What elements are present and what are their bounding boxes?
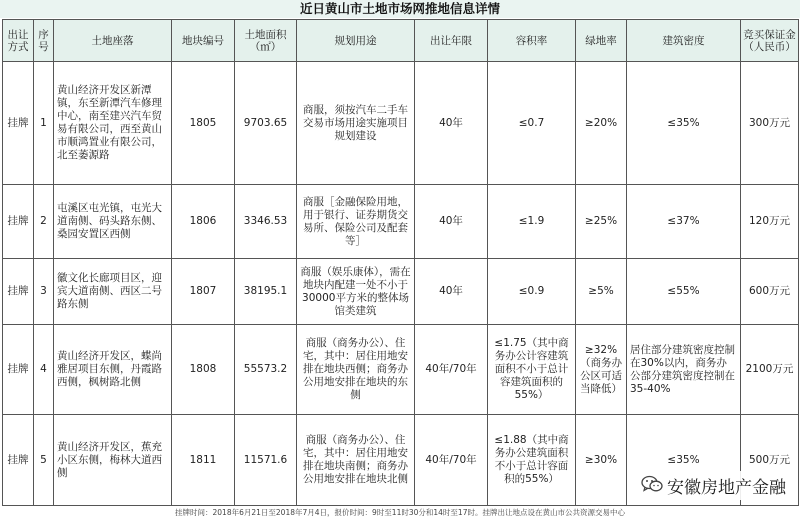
header-plot-no: 地块编号 — [172, 20, 235, 62]
cell-density: ≤37% — [627, 185, 741, 259]
cell-plot-no: 1806 — [172, 185, 235, 259]
cell-no: 4 — [34, 325, 54, 415]
cell-deposit: 2100万元 — [741, 325, 799, 415]
cell-far: ≤1.75（其中商务办公计容建筑面积不小于总计容建筑面积的55%） — [488, 325, 576, 415]
cell-far: ≤0.9 — [488, 259, 576, 325]
wechat-icon — [641, 475, 663, 497]
cell-location: 黄山经济开发区，蕉充小区东侧，梅林大道西侧 — [54, 415, 172, 506]
cell-deposit: 500万元 — [741, 415, 799, 506]
cell-no: 2 — [34, 185, 54, 259]
cell-green: ≥32%（商务办公区可适当降低） — [576, 325, 627, 415]
cell-plot-no: 1807 — [172, 259, 235, 325]
cell-term: 40年/70年 — [415, 325, 488, 415]
cell-density: ≤55% — [627, 259, 741, 325]
cell-usage: 商服，须按汽车二手车交易市场用途实施项目规划建设 — [297, 62, 415, 185]
land-info-table — [2, 19, 799, 506]
header-deposit-label: 竞买保证金 — [743, 28, 796, 41]
cell-location: 黄山经济开发区，蝶尚雅居项目东侧，丹霞路西侧，枫树路北侧 — [54, 325, 172, 415]
cell-term: 40年 — [415, 259, 488, 325]
table-header-row — [3, 20, 799, 62]
cell-density: 居住部分建筑密度控制在30%以内，商务办公部分建筑密度控制在35-40% — [627, 325, 741, 415]
cell-green: ≥30% — [576, 415, 627, 506]
cell-plot-no: 1808 — [172, 325, 235, 415]
cell-term: 40年 — [415, 185, 488, 259]
header-area — [235, 20, 297, 62]
cell-density: ≤35% — [627, 415, 741, 506]
header-area-unit: （㎡） — [249, 40, 282, 53]
page-title: 近日黄山市土地市场网推地信息详情 — [0, 0, 800, 18]
cell-method: 挂牌 — [3, 415, 34, 506]
watermark-text: 安徽房地产金融 — [667, 478, 786, 498]
table-row — [3, 62, 799, 185]
cell-area: 38195.1 — [235, 259, 297, 325]
cell-method: 挂牌 — [3, 259, 34, 325]
cell-no: 1 — [34, 62, 54, 185]
watermark — [635, 471, 792, 500]
cell-green: ≥20% — [576, 62, 627, 185]
table-row — [3, 185, 799, 259]
cell-deposit: 600万元 — [741, 259, 799, 325]
cell-far: ≤1.9 — [488, 185, 576, 259]
header-no: 序号 — [34, 20, 54, 62]
cell-green: ≥25% — [576, 185, 627, 259]
cell-no: 5 — [34, 415, 54, 506]
cell-location: 黄山经济开发区新潭镇，东至新潭汽车修理中心，南至建兴汽车贸易有限公司，西至黄山市顺鸿置业有限公司，北至萎源路 — [54, 62, 172, 185]
header-usage: 规划用途 — [297, 20, 415, 62]
cell-area: 11571.6 — [235, 415, 297, 506]
header-density: 建筑密度 — [627, 20, 741, 62]
header-green: 绿地率 — [576, 20, 627, 62]
header-location: 土地座落 — [54, 20, 172, 62]
cell-area: 9703.65 — [235, 62, 297, 185]
header-method: 出让方式 — [3, 20, 34, 62]
table-row — [3, 325, 799, 415]
cell-term: 40年/70年 — [415, 415, 488, 506]
cell-method: 挂牌 — [3, 185, 34, 259]
cell-usage: 商服［金融保险用地，用于银行、证券期货交易所、保险公司及配套等］ — [297, 185, 415, 259]
cell-density: ≤35% — [627, 62, 741, 185]
cell-usage: 商服（娱乐康体），需在地块内配建一处不小于30000平方米的整体场馆类建筑 — [297, 259, 415, 325]
cell-method: 挂牌 — [3, 62, 34, 185]
cell-deposit: 300万元 — [741, 62, 799, 185]
cell-usage: 商服（商务办公）、住宅，其中：居住用地安排在地块西侧；商务办公用地安排在地块的东侧 — [297, 325, 415, 415]
header-area-label: 土地面积 — [244, 28, 287, 41]
cell-usage: 商服（商务办公）、住宅，其中：居住用地安排在地块南侧；商务办公用地安排在地块北侧 — [297, 415, 415, 506]
footer-note: 挂牌时间：2018年6月21日至2018年7月4日，报价时间：9时至11时30分和14时至17时。挂牌出让地点设在黄山市公共资源交易中心 — [175, 508, 625, 517]
cell-area: 55573.2 — [235, 325, 297, 415]
cell-area: 3346.53 — [235, 185, 297, 259]
cell-far: ≤0.7 — [488, 62, 576, 185]
cell-plot-no: 1811 — [172, 415, 235, 506]
cell-no: 3 — [34, 259, 54, 325]
header-term: 出让年限 — [415, 20, 488, 62]
table-row — [3, 259, 799, 325]
cell-deposit: 120万元 — [741, 185, 799, 259]
cell-location: 徽文化长廊项目区，迎宾大道南侧、西区二号路东侧 — [54, 259, 172, 325]
cell-location: 屯溪区屯光镇，屯光大道南侧、码头路东侧、桑园安置区西侧 — [54, 185, 172, 259]
header-far: 容积率 — [488, 20, 576, 62]
cell-green: ≥5% — [576, 259, 627, 325]
cell-method: 挂牌 — [3, 325, 34, 415]
header-deposit — [741, 20, 799, 62]
cell-term: 40年 — [415, 62, 488, 185]
cell-plot-no: 1805 — [172, 62, 235, 185]
header-deposit-unit: （人民币） — [743, 40, 796, 53]
cell-far: ≤1.88（其中商务办公建筑面积不小于总计容面积的55%） — [488, 415, 576, 506]
